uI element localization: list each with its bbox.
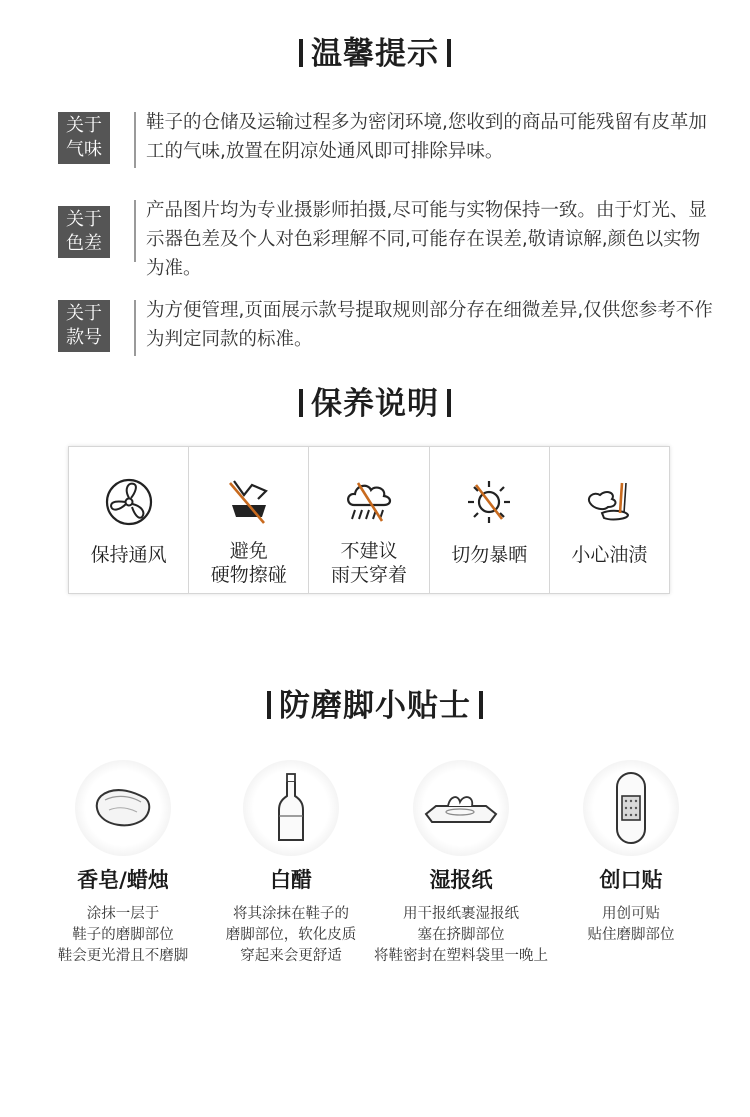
tip-title: 湿报纸: [429, 868, 493, 892]
notice-smell: [58, 112, 718, 168]
tip-soap-candle: [28, 760, 218, 967]
tip-description: 将其涂抹在鞋子的 磨脚部位，软化皮质 穿起来会更舒适: [225, 906, 357, 964]
bandage-icon: [614, 770, 648, 846]
notice-text: 产品图片均为专业摄影师拍摄,尽可能与实物保持一致。由于灯光、显示器色差及个人对色彩理解不同,可能存在误差,敬请谅解,颜色以实物为准。: [146, 200, 707, 279]
care-item-avoid-sun: [430, 447, 550, 593]
care-item-ventilation: [69, 447, 189, 593]
notices-title: 温馨提示: [0, 28, 750, 73]
title-bar-left: [299, 39, 303, 67]
tip-icon-circle: [413, 760, 509, 856]
tip-icon-circle: [75, 760, 171, 856]
notice-divider: [134, 300, 136, 356]
notice-tag: 关于 款号: [58, 300, 110, 352]
care-label: 避免 硬物擦碰: [210, 540, 287, 586]
care-label: 保持通风: [90, 544, 167, 566]
care-label: 不建议 雨天穿着: [331, 540, 408, 586]
care-label: 切勿暴晒: [451, 544, 528, 566]
care-title: 保养说明: [0, 378, 750, 423]
title-bar-left: [267, 691, 271, 719]
notice-tag: 关于 色差: [58, 206, 110, 258]
title-bar-right: [479, 691, 483, 719]
notice-color-difference: [58, 200, 718, 283]
tip-icon-circle: [583, 760, 679, 856]
notice-divider: [134, 200, 136, 262]
tip-title: 白醋: [270, 868, 312, 892]
care-grid: [68, 446, 670, 594]
fan-icon: [102, 477, 156, 527]
tip-title: 香皂/蜡烛: [77, 868, 169, 892]
tip-title: 创口贴: [599, 868, 663, 892]
notice-text: 鞋子的仓储及运输过程多为密闭环境,您收到的商品可能残留有皮革加工的气味,放置在阴凉处通风即可排除异味。: [146, 112, 707, 162]
title-bar-left: [299, 389, 303, 417]
tip-description: 用干报纸裹湿报纸 塞在挤脚部位 将鞋密封在塑料袋里一晚上: [374, 906, 548, 964]
care-item-oil-stain: [550, 447, 669, 593]
care-item-avoid-rain: [309, 447, 429, 593]
care-label: 小心油渍: [571, 544, 648, 566]
wet-wipes-icon: [422, 788, 500, 828]
no-sun-icon: [462, 477, 516, 527]
tip-description: 涂抹一层于 鞋子的磨脚部位 鞋会更光滑且不磨脚: [57, 906, 189, 964]
title-bar-right: [447, 39, 451, 67]
notice-tag: 关于 气味: [58, 112, 110, 164]
notice-style-number: [58, 300, 718, 356]
no-rain-icon: [342, 477, 396, 527]
soap-icon: [91, 784, 155, 832]
tip-wet-newspaper: [366, 760, 556, 967]
tip-description: 用创可贴 贴住磨脚部位: [587, 906, 675, 943]
title-bar-right: [447, 389, 451, 417]
notice-divider: [134, 112, 136, 168]
tip-white-vinegar: [196, 760, 386, 967]
care-item-avoid-collision: [189, 447, 309, 593]
tip-bandage: [536, 760, 726, 946]
tips-title: 防磨脚小贴士: [0, 680, 750, 725]
no-collision-icon: [222, 477, 276, 527]
vinegar-bottle-icon: [271, 772, 311, 844]
notice-text: 为方便管理,页面展示款号提取规则部分存在细微差异,仅供您参考不作为判定同款的标准。: [146, 300, 713, 350]
oil-stain-icon: [582, 477, 636, 527]
tip-icon-circle: [243, 760, 339, 856]
